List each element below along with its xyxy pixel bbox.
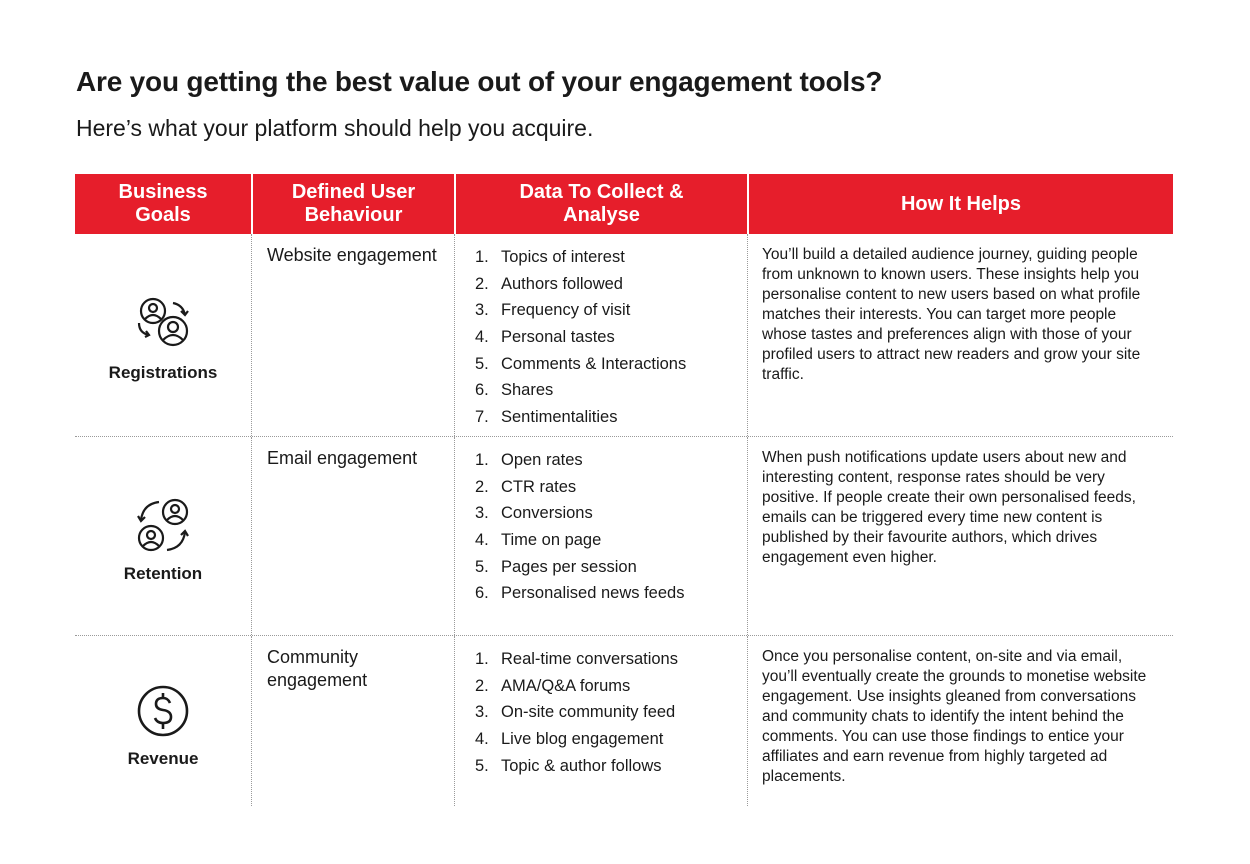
- list-item: 2. AMA/Q&A forums: [475, 676, 631, 695]
- data-cell: [454, 636, 747, 806]
- data-cell: [454, 234, 747, 436]
- header-data-to-collect: Data To Collect & Analyse: [454, 174, 747, 234]
- list-item: 1. Open rates: [475, 451, 583, 469]
- behaviour-cell: [251, 234, 454, 436]
- list-item: 4. Time on page: [475, 531, 602, 550]
- list-item: 7. Sentimentalities: [475, 408, 618, 427]
- table-row: [75, 636, 1173, 806]
- data-list: [455, 437, 747, 607]
- list-item: 2. CTR rates: [475, 477, 577, 496]
- list-item: 5. Pages per session: [475, 557, 637, 576]
- users-cycle-icon: [131, 494, 195, 558]
- list-item: 1. Real-time conversations: [475, 650, 678, 668]
- goal-label: Revenue: [127, 749, 199, 768]
- list-item: 5. Topic & author follows: [475, 756, 662, 775]
- page-subtitle: Here’s what your platform should help you acquire.: [76, 115, 594, 141]
- data-list: [455, 636, 747, 779]
- behaviour-cell: [251, 636, 454, 806]
- list-item: 3. Frequency of visit: [475, 301, 631, 320]
- data-list: [455, 234, 747, 431]
- helps-cell: [747, 234, 1173, 436]
- list-item: 1. Topics of interest: [475, 248, 625, 266]
- header-business-goals: Business Goals: [75, 174, 251, 234]
- goal-cell: [75, 636, 251, 806]
- data-cell: [454, 437, 747, 635]
- goal-cell: [75, 437, 251, 635]
- engagement-table: [75, 174, 1173, 806]
- helps-cell: [747, 437, 1173, 635]
- list-item: 2. Authors followed: [475, 274, 623, 293]
- list-item: 5. Comments & Interactions: [475, 354, 687, 373]
- goal-cell: [75, 234, 251, 436]
- behaviour-text: Email engagement: [267, 448, 418, 468]
- table-row: [75, 437, 1173, 636]
- list-item: 4. Personal tastes: [475, 328, 615, 347]
- list-item: 4. Live blog engagement: [475, 730, 664, 749]
- behaviour-cell: [251, 437, 454, 635]
- helps-text: You’ll build a detailed audience journey, guiding people from unknown to known users. These insights help you personalise content to new users based on what profile matches their interests. You can target more people whose tastes and preferences align with those of your profiled users to attract new readers and grow your site traffic.: [762, 246, 1141, 383]
- users-exchange-icon: [131, 293, 195, 357]
- goal-label: Retention: [123, 564, 203, 583]
- header-how-it-helps: How It Helps: [747, 174, 1173, 234]
- list-item: 6. Personalised news feeds: [475, 584, 685, 603]
- helps-text: When push notifications update users about new and interesting content, response rates should be very positive. If people create their own personalised feeds, emails can be triggered every time new content is published by their favourite authors, which drives engagement even higher.: [762, 449, 1136, 566]
- header-defined-user-behaviour: Defined User Behaviour: [251, 174, 454, 234]
- table-header: [75, 174, 1173, 234]
- page-title: Are you getting the best value out of your engagement tools?: [76, 66, 883, 97]
- list-item: 3. Conversions: [475, 504, 593, 523]
- behaviour-text: Website engagement: [267, 245, 437, 265]
- goal-label: Registrations: [108, 363, 218, 382]
- behaviour-text: Community engagement: [267, 647, 368, 690]
- dollar-circle-icon: [131, 679, 195, 743]
- list-item: 6. Shares: [475, 381, 554, 400]
- list-item: 3. On-site community feed: [475, 703, 676, 722]
- table-row: [75, 234, 1173, 437]
- helps-text: Once you personalise content, on-site and via email, you’ll eventually create the grounds to monetise website engagement. Use insights gleaned from conversations and community chats to identify the intent behind the comments. You can use those findings to entice your affiliates and earn revenue from highly targeted ad placements.: [762, 648, 1147, 785]
- helps-cell: [747, 636, 1173, 806]
